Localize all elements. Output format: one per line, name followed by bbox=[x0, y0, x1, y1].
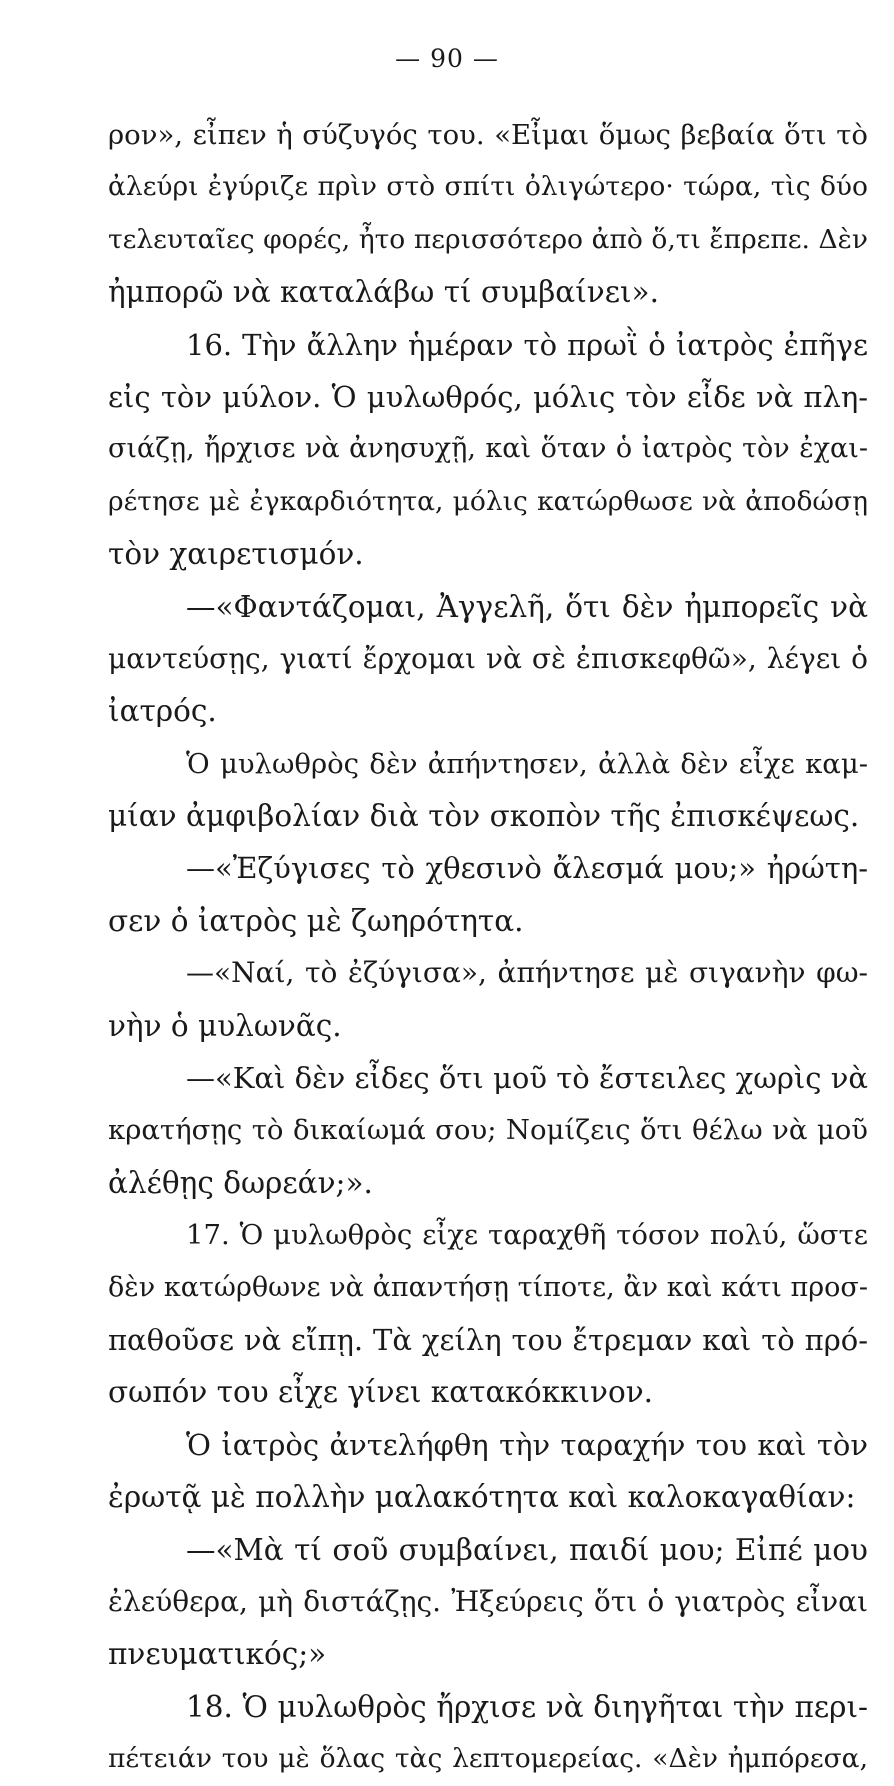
text-line: ἰατρός. bbox=[108, 694, 217, 729]
text-line: ἐρωτᾷ μὲ πολλὴν μαλακότητα καὶ καλοκαγαθίαν: bbox=[108, 1480, 856, 1515]
text-line: σωπόν του εἶχε γίνει κατακόκκινον. bbox=[108, 1375, 654, 1410]
text-line: πέτειάν του μὲ ὅλας τὰς λεπτομερείας. «Δὲν ἠμπόρεσα, bbox=[108, 1743, 868, 1775]
text-line: σιάζῃ, ἤρχισε νὰ ἀνησυχῇ, καὶ ὅταν ὁ ἰατρὸς τὸν ἐχαι- bbox=[108, 433, 868, 465]
text-line: ρέτησε μὲ ἐγκαρδιότητα, μόλις κατώρθωσε νὰ ἀποδώσῃ bbox=[108, 485, 868, 517]
text-line: —«Ναί, τὸ ἐζύγισα», ἀπήντησε μὲ σιγανὴν φω- bbox=[186, 956, 868, 990]
text-line: —«Μὰ τί σοῦ συμβαίνει, παιδί μου; Εἰπέ μου bbox=[186, 1532, 868, 1567]
text-line: τὸν χαιρετισμόν. bbox=[108, 537, 364, 572]
text-line: 16. Τὴν ἄλλην ἡμέραν τὸ πρωῒ ὁ ἰατρὸς ἐπῆγε bbox=[186, 327, 868, 362]
text-line: ρον», εἶπεν ἡ σύζυγός του. «Εἶμαι ὅμως βεβαία ὅτι τὸ bbox=[108, 119, 868, 151]
body-text bbox=[108, 109, 868, 1786]
text-line: —«Ἐζύγισες τὸ χθεσινὸ ἄλεσμά μου;» ἠρώτη- bbox=[186, 851, 868, 886]
text-line: ἀλεύρι ἐγύριζε πρὶν στὸ σπίτι ὀλιγώτερο· τώρα, τὶς δύο bbox=[108, 171, 868, 203]
text-line: πνευματικός;» bbox=[108, 1637, 327, 1672]
text-line: σεν ὁ ἰατρὸς μὲ ζωηρότητα. bbox=[108, 903, 524, 938]
page-number: — 90 — bbox=[395, 44, 499, 73]
text-line: ἠμπορῶ νὰ καταλάβω τί συμβαίνει». bbox=[108, 275, 659, 310]
text-line: 18. Ὁ μυλωθρὸς ἤρχισε νὰ διηγῆται τὴν περι- bbox=[186, 1689, 868, 1724]
text-line: Ὁ μυλωθρὸς δὲν ἀπήντησεν, ἀλλὰ δὲν εἶχε καμ- bbox=[186, 747, 868, 780]
text-line: 17. Ὁ μυλωθρὸς εἶχε ταραχθῆ τόσον πολύ, ὥστε bbox=[186, 1219, 868, 1252]
text-line: ἀλέθῃς δωρεάν;». bbox=[108, 1165, 373, 1200]
text-line: εἰς τὸν μύλον. Ὁ μυλωθρός, μόλις τὸν εἶδε νὰ πλη- bbox=[108, 379, 868, 414]
text-line: —«Καὶ δὲν εἶδες ὅτι μοῦ τὸ ἔστειλες χωρὶς νὰ bbox=[186, 1061, 868, 1096]
text-line: δὲν κατώρθωνε νὰ ἀπαντήσῃ τίποτε, ἂν καὶ κάτι προσ- bbox=[108, 1271, 868, 1303]
text-line: κρατήσῃς τὸ δικαίωμά σου; Νομίζεις ὅτι θέλω νὰ μοῦ bbox=[108, 1114, 868, 1147]
text-line: ἐλεύθερα, μὴ διστάζῃς. Ἠξεύρεις ὅτι ὁ γιατρὸς εἶναι bbox=[108, 1584, 868, 1618]
text-line: μίαν ἀμφιβολίαν διὰ τὸν σκοπὸν τῆς ἐπισκέψεως. bbox=[108, 799, 860, 834]
text-line: —«Φαντάζομαι, Ἀγγελῆ, ὅτι δὲν ἠμπορεῖς νὰ bbox=[186, 589, 868, 624]
text-line: μαντεύσῃς, γιατί ἔρχομαι νὰ σὲ ἐπισκεφθῶ», λέγει ὁ bbox=[108, 641, 868, 675]
text-line: παθοῦσε νὰ εἴπῃ. Τὰ χείλη του ἔτρεμαν καὶ τὸ πρό- bbox=[108, 1322, 868, 1357]
text-line: νὴν ὁ μυλωνᾶς. bbox=[108, 1008, 342, 1043]
text-line: Ὁ ἰατρὸς ἀντελήφθη τὴν ταραχήν του καὶ τὸν bbox=[186, 1427, 868, 1462]
text-line: τελευταῖες φορές, ἦτο περισσότερο ἀπὸ ὅ,τι ἔπρεπε. Δὲν bbox=[108, 223, 868, 255]
